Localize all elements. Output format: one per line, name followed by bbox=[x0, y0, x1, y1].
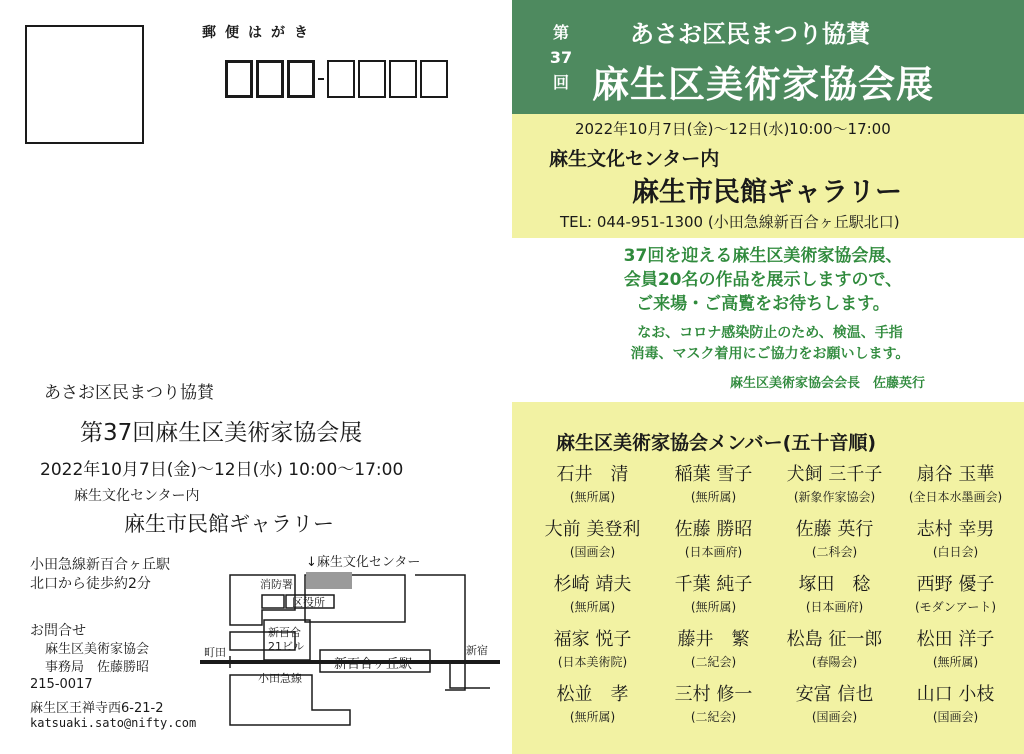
contact-person: 事務局 佐藤勝昭 bbox=[45, 660, 150, 675]
member-affiliation: (日本画府) bbox=[805, 600, 864, 614]
info-tel: TEL: 044-951-1300 (小田急線新百合ヶ丘駅北口) bbox=[560, 213, 900, 231]
message-line: 37回を迎える麻生区美術家協会展、 bbox=[623, 246, 903, 266]
member-affiliation: (二科会) bbox=[811, 545, 858, 559]
member-name: 志村 幸男 bbox=[916, 519, 995, 540]
map-label-shinjuku: 新宿 bbox=[466, 644, 488, 657]
message-line: 会員20名の作品を展示しますので、 bbox=[623, 270, 903, 290]
member-name: 稲葉 雪子 bbox=[674, 464, 753, 485]
member-name: 福家 悦子 bbox=[553, 629, 632, 650]
edition-char: 回 bbox=[552, 73, 569, 92]
message-line: ご来場・ご高覧をお待ちします。 bbox=[636, 294, 890, 314]
member-entry bbox=[774, 572, 895, 627]
member-name: 松並 孝 bbox=[556, 684, 629, 705]
member-entry bbox=[653, 682, 774, 737]
member-entry bbox=[774, 627, 895, 682]
edition-vertical bbox=[548, 20, 574, 95]
member-entry bbox=[532, 572, 653, 627]
left-venue-line2: 麻生市民館ギャラリー bbox=[124, 512, 334, 536]
member-entry bbox=[532, 627, 653, 682]
covid-note bbox=[560, 323, 980, 365]
member-entry bbox=[895, 572, 1016, 627]
zip-box bbox=[256, 60, 284, 98]
zip-box bbox=[287, 60, 315, 98]
member-name: 三村 修一 bbox=[674, 684, 753, 705]
header-sponsor: あさお区民まつり協賛 bbox=[630, 20, 870, 48]
member-affiliation: (国画会) bbox=[569, 545, 616, 559]
access-line1: 小田急線新百合ヶ丘駅 bbox=[30, 557, 170, 573]
member-affiliation: (無所属) bbox=[690, 600, 737, 614]
member-entry bbox=[895, 517, 1016, 572]
map-road bbox=[450, 660, 490, 688]
info-venue-line1: 麻生文化センター内 bbox=[549, 148, 720, 170]
left-title: 第37回麻生区美術家協会展 bbox=[80, 420, 363, 446]
map-label-culture-center: ↓麻生文化センター bbox=[306, 555, 421, 570]
member-affiliation: (無所属) bbox=[932, 655, 979, 669]
member-name: 山口 小枝 bbox=[916, 684, 995, 705]
edition-char: 第 bbox=[552, 23, 569, 42]
member-affiliation: (日本画府) bbox=[684, 545, 743, 559]
member-affiliation: (無所属) bbox=[569, 600, 616, 614]
member-entry bbox=[532, 517, 653, 572]
zip-box bbox=[327, 60, 355, 98]
members-heading: 麻生区美術家協会メンバー(五十音順) bbox=[556, 432, 877, 454]
member-name: 大前 美登利 bbox=[544, 519, 641, 540]
president-signature: 麻生区美術家協会会長 佐藤英行 bbox=[730, 376, 926, 391]
member-entry bbox=[895, 462, 1016, 517]
access-info bbox=[30, 556, 170, 594]
member-name: 松田 洋子 bbox=[916, 629, 995, 650]
stamp-box bbox=[25, 25, 144, 144]
member-affiliation: (無所属) bbox=[569, 490, 616, 504]
member-entry bbox=[653, 627, 774, 682]
left-sponsor: あさお区民まつり協賛 bbox=[44, 383, 214, 403]
contact-heading: お問合せ bbox=[30, 623, 86, 639]
member-affiliation: (白日会) bbox=[932, 545, 979, 559]
invitation-message bbox=[528, 244, 998, 316]
member-entry bbox=[532, 682, 653, 737]
member-entry bbox=[774, 682, 895, 737]
member-name: 扇谷 玉華 bbox=[916, 464, 995, 485]
member-affiliation: (無所属) bbox=[569, 710, 616, 724]
member-affiliation: (日本美術院) bbox=[557, 655, 628, 669]
postal-code-boxes bbox=[225, 60, 451, 98]
access-line2: 北口から徒歩約2分 bbox=[30, 576, 151, 592]
edition-char: 37 bbox=[549, 48, 573, 67]
member-affiliation: (モダンアート) bbox=[914, 600, 997, 614]
culture-center-marker bbox=[306, 572, 352, 589]
member-name: 西野 優子 bbox=[916, 574, 995, 595]
member-entry bbox=[774, 462, 895, 517]
member-entry bbox=[653, 517, 774, 572]
member-affiliation: (春陽会) bbox=[811, 655, 858, 669]
contact-zip: 215-0017 bbox=[30, 677, 93, 692]
left-date: 2022年10月7日(金)～12日(水) 10:00～17:00 bbox=[40, 460, 404, 480]
contact-org: 麻生区美術家協会 bbox=[45, 642, 150, 657]
member-entry bbox=[532, 462, 653, 517]
zip-box bbox=[225, 60, 253, 98]
postcard-label: 郵便はがき bbox=[202, 25, 317, 41]
member-entry bbox=[653, 572, 774, 627]
member-name: 塚田 稔 bbox=[798, 574, 871, 595]
member-name: 千葉 純子 bbox=[674, 574, 753, 595]
zip-box bbox=[420, 60, 448, 98]
zip-box bbox=[389, 60, 417, 98]
map-label-railway: 小田急線 bbox=[258, 672, 302, 685]
map-label-station: 新百合ヶ丘駅 bbox=[334, 657, 413, 672]
member-name: 松島 征一郎 bbox=[786, 629, 883, 650]
member-affiliation: (全日本水墨画会) bbox=[908, 490, 1003, 504]
member-name: 佐藤 英行 bbox=[795, 519, 874, 540]
member-entry bbox=[653, 462, 774, 517]
member-name: 安富 信也 bbox=[795, 684, 874, 705]
member-affiliation: (新象作家協会) bbox=[793, 490, 876, 504]
map-label-machida: 町田 bbox=[204, 646, 226, 659]
note-line: なお、コロナ感染防止のため、検温、手指 bbox=[637, 325, 903, 341]
member-affiliation: (国画会) bbox=[932, 710, 979, 724]
header-title: 麻生区美術家協会展 bbox=[592, 63, 934, 106]
map-label-fire-station: 消防署 bbox=[260, 578, 293, 591]
member-affiliation: (国画会) bbox=[811, 710, 858, 724]
info-date: 2022年10月7日(金)～12日(水)10:00～17:00 bbox=[575, 120, 891, 138]
member-list bbox=[532, 462, 1016, 737]
member-name: 佐藤 勝昭 bbox=[674, 519, 753, 540]
zip-box bbox=[358, 60, 386, 98]
member-entry bbox=[895, 682, 1016, 737]
map-label-ward-office: 区役所 bbox=[292, 596, 325, 609]
contact-email: katsuaki.sato@nifty.com bbox=[30, 716, 197, 730]
info-venue-line2: 麻生市民館ギャラリー bbox=[632, 177, 902, 208]
map-label-building-line1: 新百合 bbox=[268, 626, 301, 639]
access-map bbox=[200, 550, 500, 740]
left-venue-line1: 麻生文化センター内 bbox=[74, 488, 200, 504]
map-label-building-line2: 21ビル bbox=[268, 640, 304, 653]
note-line: 消毒、マスク着用にご協力をお願いします。 bbox=[630, 346, 910, 362]
member-affiliation: (二紀会) bbox=[690, 655, 737, 669]
member-entry bbox=[774, 517, 895, 572]
member-name: 石井 清 bbox=[556, 464, 629, 485]
member-entry bbox=[895, 627, 1016, 682]
member-affiliation: (二紀会) bbox=[690, 710, 737, 724]
member-name: 藤井 繁 bbox=[677, 629, 750, 650]
zip-dash bbox=[318, 78, 324, 80]
member-name: 犬飼 三千子 bbox=[786, 464, 883, 485]
member-name: 杉崎 靖夫 bbox=[553, 574, 632, 595]
map-building bbox=[262, 595, 284, 608]
contact-address: 麻生区王禅寺西6-21-2 bbox=[30, 701, 164, 716]
member-affiliation: (無所属) bbox=[690, 490, 737, 504]
